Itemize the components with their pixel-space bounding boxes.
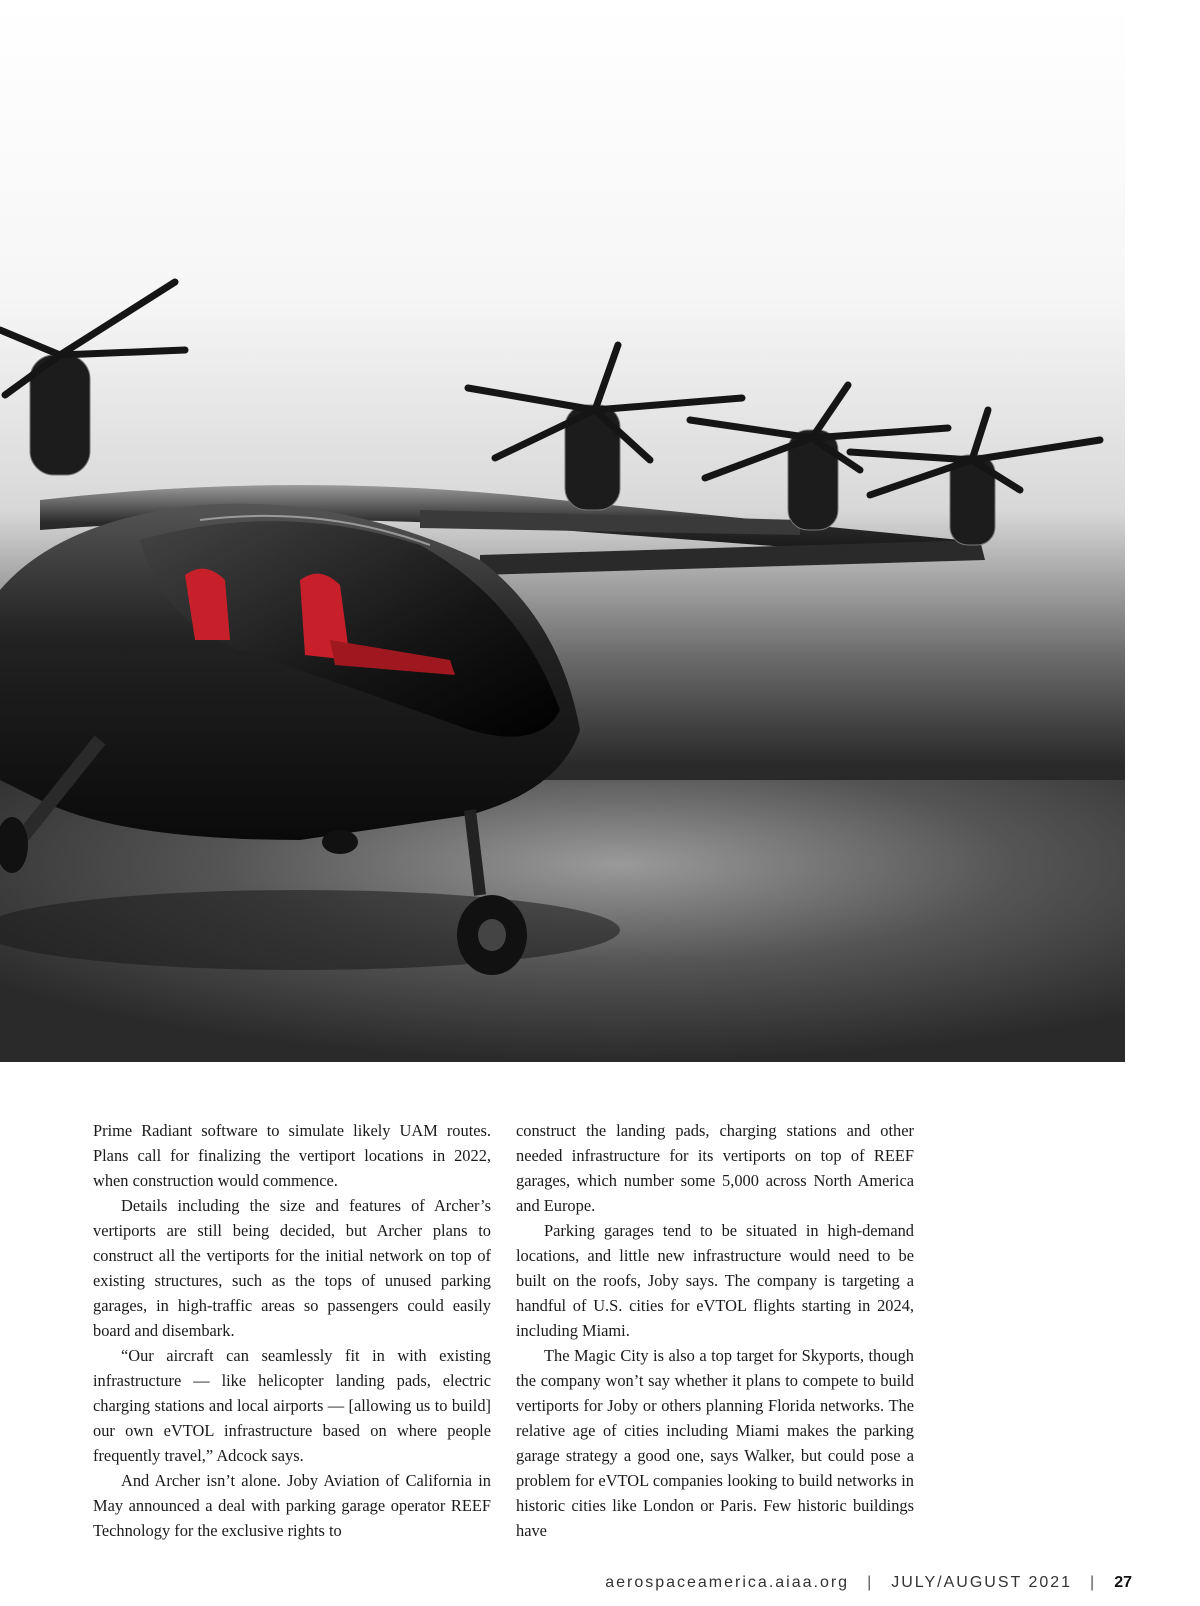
footer-separator: | <box>1090 1574 1097 1591</box>
paragraph: construct the landing pads, charging stations and other needed infrastructure for its vertiports on top of REEF garages, which number some 5,000 across North America and Europe. <box>516 1121 914 1215</box>
paragraph: And Archer isn’t alone. Joby Aviation of California in May announced a deal with parking garage operator REEF Technology for the exclusive rights to <box>93 1471 491 1540</box>
paragraph: Parking garages tend to be situated in high-demand locations, and little new infrastructure would need to be built on the roofs, Joby says. The company is targeting a handful of U.S. cities for eVTOL flights starting in 2024, including Miami. <box>516 1221 914 1340</box>
article-column-right <box>516 1118 914 1543</box>
paragraph: Prime Radiant software to simulate likely UAM routes. Plans call for finalizing the vertiport locations in 2022, when construction would commence. <box>93 1121 491 1190</box>
footer-separator: | <box>867 1574 874 1591</box>
paragraph: “Our aircraft can seamlessly fit in with existing infrastructure — like helicopter landing pads, electric charging stations and local airports — [allowing us to build] our own eVTOL infrastructure based on where people frequently travel,” Adcock says. <box>93 1346 491 1465</box>
page-footer <box>605 1574 1132 1598</box>
footer-issue: JULY/AUGUST 2021 <box>891 1574 1073 1591</box>
article-column-left <box>93 1118 491 1543</box>
paragraph: The Magic City is also a top target for Skyports, though the company won’t say whether it plans to compete to build vertiports for Joby or others planning Florida networks. The relative age of cities including Miami makes the parking garage strategy a good one, says Walker, but could pose a problem for eVTOL companies looking to build networks in historic cities like London or Paris. Few historic buildings have <box>516 1346 914 1540</box>
paragraph: Details including the size and features of Archer’s vertiports are still being decided, but Archer plans to construct all the vertiports for the initial network on top of existing structures, such as the tops of unused parking garages, in high-traffic areas so passengers could easily board and disembark. <box>93 1196 491 1340</box>
footer-website: aerospaceamerica.aiaa.org <box>605 1574 850 1591</box>
page-number: 27 <box>1114 1574 1132 1591</box>
